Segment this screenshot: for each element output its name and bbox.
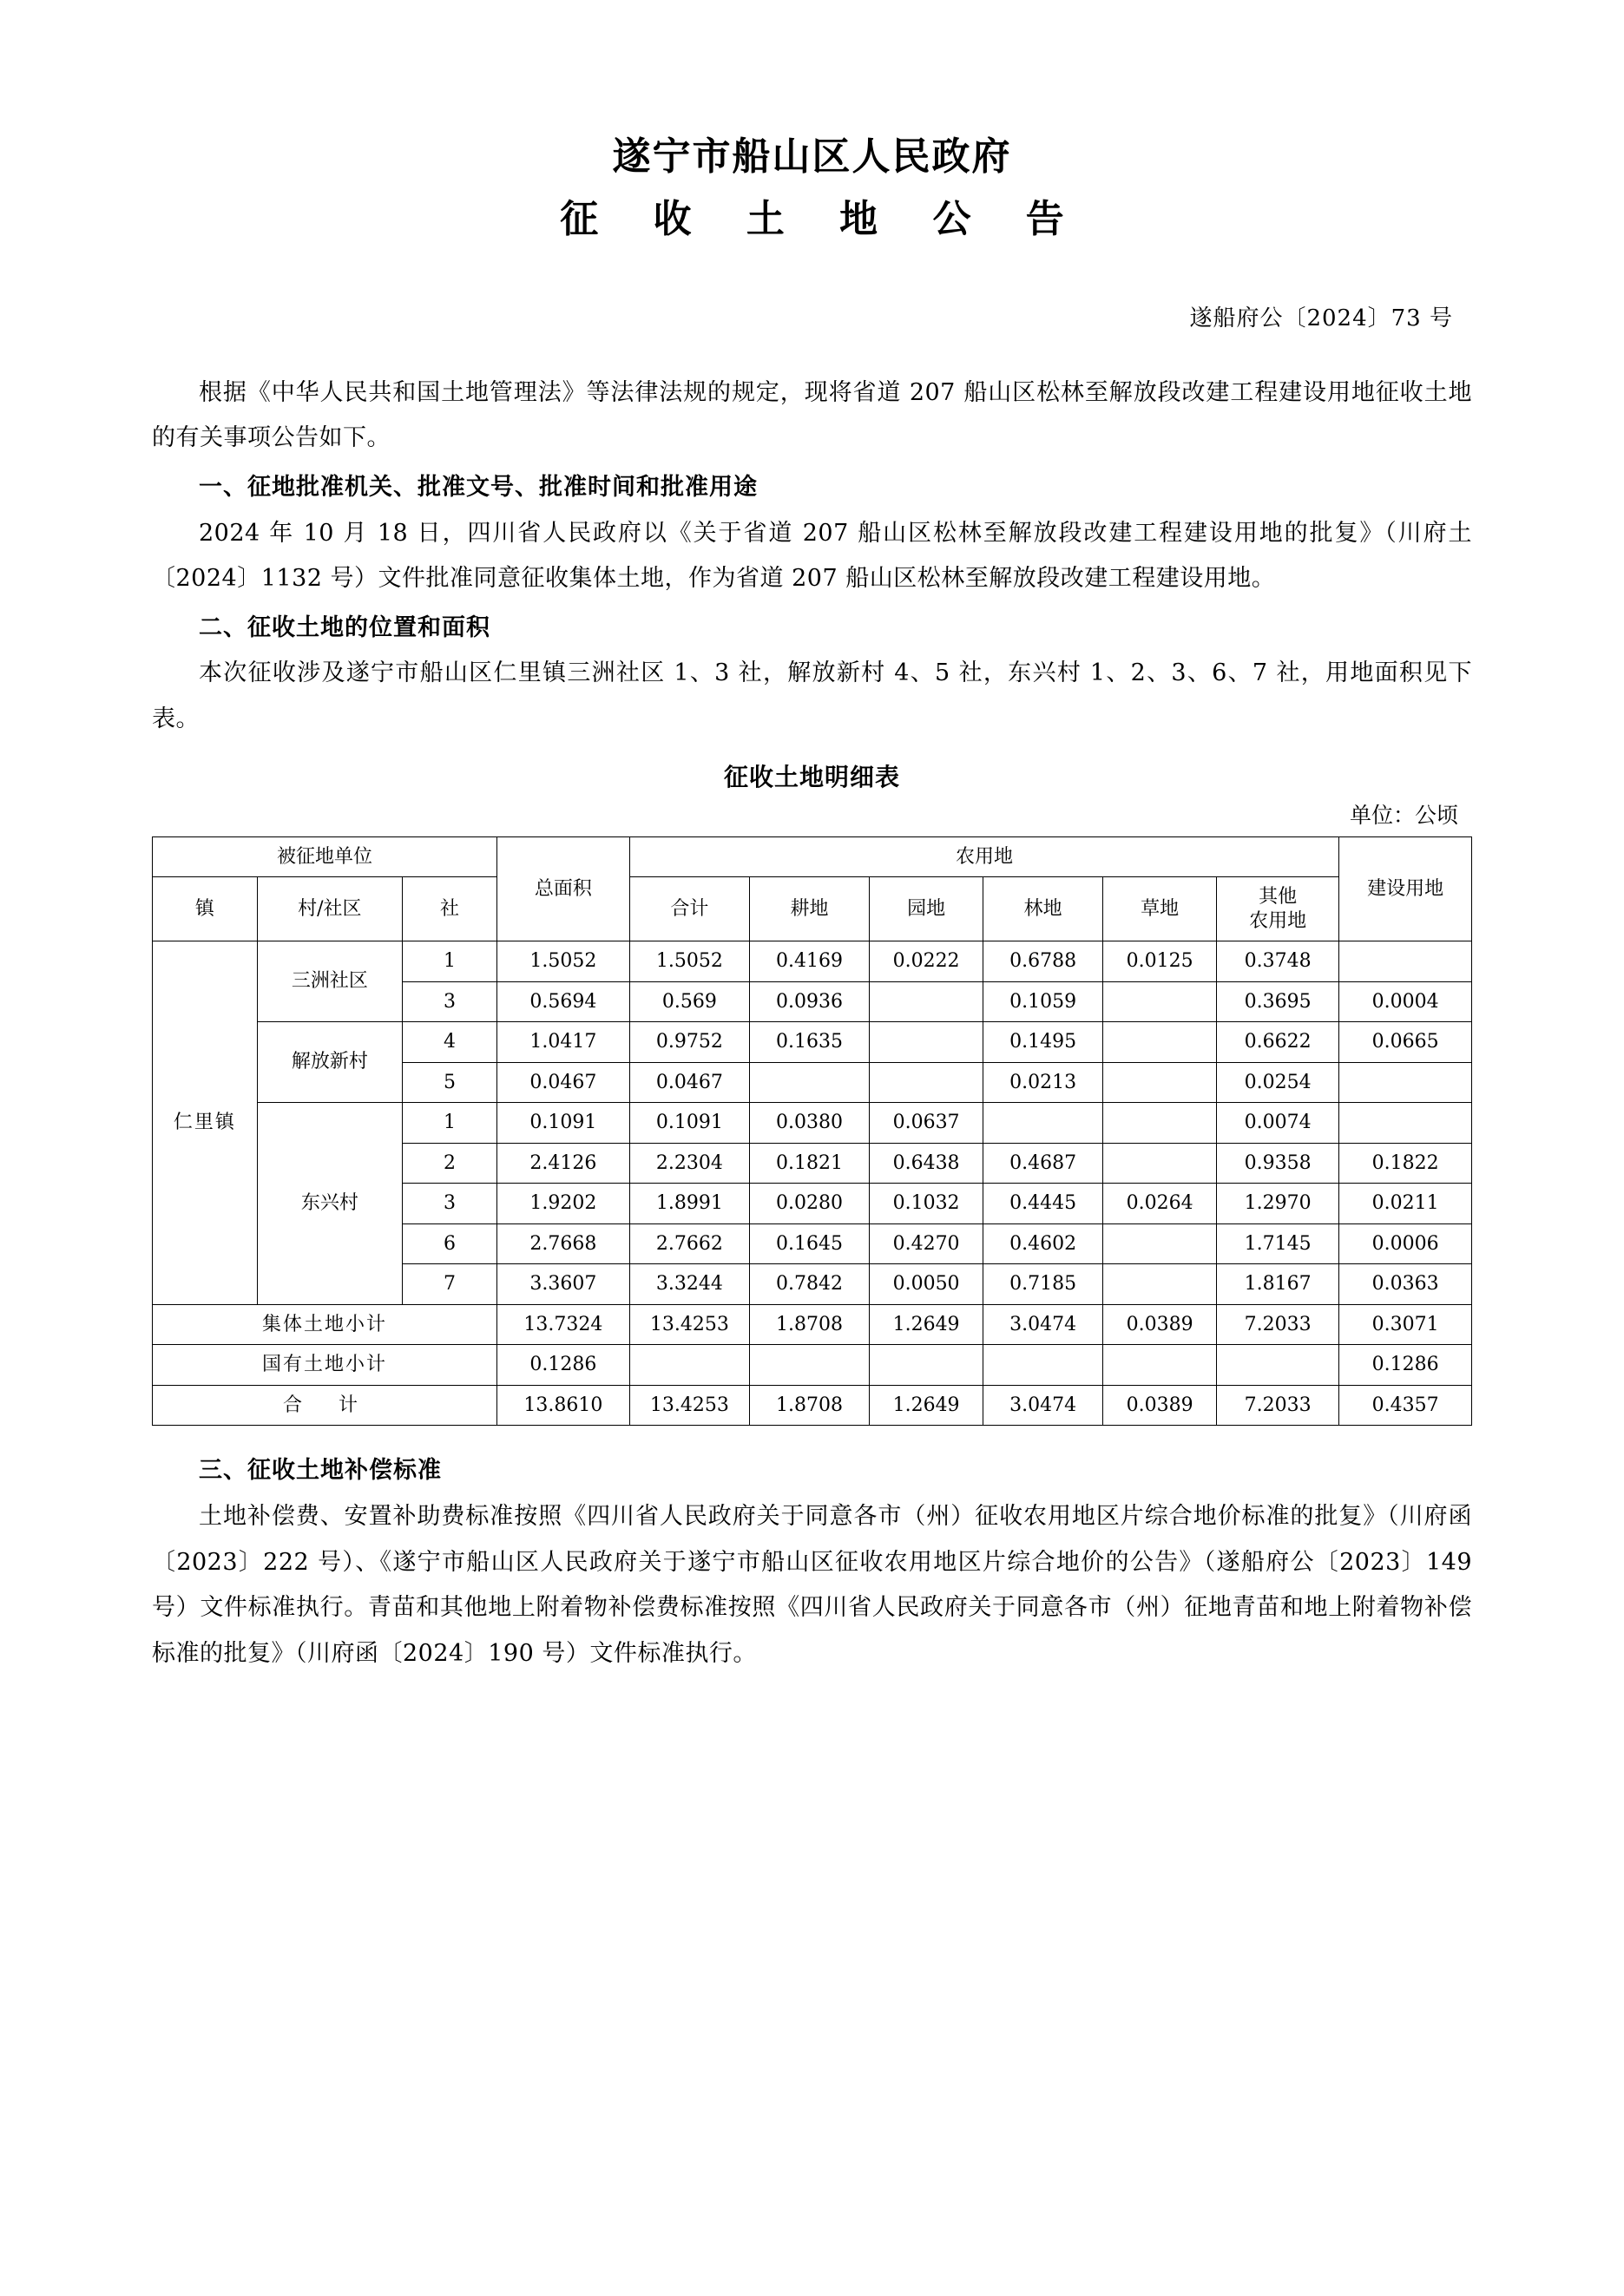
cell-other-farm: 1.2970 [1217, 1184, 1339, 1224]
land-detail-table [152, 836, 1472, 1427]
cell-construction: 0.1286 [1339, 1345, 1472, 1386]
cell-cultivated: 0.1821 [749, 1143, 869, 1184]
cell-total-area: 0.1091 [497, 1103, 630, 1144]
table-unit: 单位：公顷 [1349, 802, 1458, 828]
cell-total-area: 1.9202 [497, 1184, 630, 1224]
header-town: 镇 [153, 877, 258, 941]
cell-group: 2 [402, 1143, 496, 1184]
cell-forest: 0.6788 [983, 941, 1103, 982]
land-detail-table-wrapper [152, 836, 1472, 1427]
cell-construction: 0.0665 [1339, 1022, 1472, 1063]
cell-other-farm: 0.9358 [1217, 1143, 1339, 1184]
cell-farm-total: 1.8991 [629, 1184, 749, 1224]
cell-garden: 1.2649 [870, 1304, 983, 1345]
cell-cultivated: 0.0380 [749, 1103, 869, 1144]
cell-town-name: 仁里镇 [153, 941, 258, 1305]
cell-group: 4 [402, 1022, 496, 1063]
cell-construction: 0.0004 [1339, 981, 1472, 1022]
header-farm-total: 合计 [629, 877, 749, 941]
cell-group: 3 [402, 1184, 496, 1224]
cell-group: 7 [402, 1264, 496, 1305]
cell-total-area: 13.7324 [497, 1304, 630, 1345]
cell-forest: 0.4687 [983, 1143, 1103, 1184]
cell-village-name: 三洲社区 [257, 941, 402, 1022]
cell-garden [870, 1022, 983, 1063]
cell-garden: 1.2649 [870, 1385, 983, 1426]
cell-construction: 0.1822 [1339, 1143, 1472, 1184]
cell-forest: 0.4602 [983, 1223, 1103, 1264]
table-total-row [153, 1385, 1472, 1426]
cell-farm-total [629, 1345, 749, 1386]
cell-garden [870, 1345, 983, 1386]
cell-grass: 0.0389 [1103, 1385, 1217, 1426]
cell-garden [870, 981, 983, 1022]
cell-grass [1103, 1223, 1217, 1264]
cell-forest: 0.4445 [983, 1184, 1103, 1224]
table-summary-row [153, 1304, 1472, 1345]
header-farmland-group: 农用地 [629, 836, 1338, 877]
table-row [153, 1022, 1472, 1063]
cell-group: 5 [402, 1062, 496, 1103]
table-header-row-1 [153, 836, 1472, 877]
header-construction-land: 建设用地 [1339, 836, 1472, 941]
cell-garden: 0.6438 [870, 1143, 983, 1184]
cell-grass [1103, 1345, 1217, 1386]
section-heading-2: 二、征收土地的位置和面积 [199, 613, 490, 641]
cell-group: 6 [402, 1223, 496, 1264]
cell-other-farm: 7.2033 [1217, 1304, 1339, 1345]
cell-group: 1 [402, 941, 496, 982]
cell-construction: 0.4357 [1339, 1385, 1472, 1426]
cell-group: 1 [402, 1103, 496, 1144]
cell-grand-total-label: 合 计 [153, 1385, 497, 1426]
cell-other-farm: 0.3748 [1217, 941, 1339, 982]
cell-garden: 0.4270 [870, 1223, 983, 1264]
header-garden-land: 园地 [870, 877, 983, 941]
page-subtitle: 征 收 土 地 公 告 [560, 196, 1085, 241]
table-row [153, 1103, 1472, 1144]
header-unit-group: 被征地单位 [153, 836, 497, 877]
document-number: 遂船府公〔2024〕73 号 [1189, 305, 1453, 331]
header-total-area: 总面积 [497, 836, 630, 941]
table-header-row-2 [153, 877, 1472, 941]
cell-garden [870, 1062, 983, 1103]
cell-grass: 0.0389 [1103, 1304, 1217, 1345]
page-title: 遂宁市船山区人民政府 [612, 134, 1012, 179]
cell-total-area: 2.4126 [497, 1143, 630, 1184]
cell-other-farm: 0.3695 [1217, 981, 1339, 1022]
table-row [153, 941, 1472, 982]
cell-forest: 3.0474 [983, 1304, 1103, 1345]
cell-cultivated: 1.8708 [749, 1385, 869, 1426]
table-title: 征收土地明细表 [723, 762, 900, 791]
cell-village-name: 东兴村 [257, 1103, 402, 1305]
cell-construction: 0.0211 [1339, 1184, 1472, 1224]
cell-construction: 0.3071 [1339, 1304, 1472, 1345]
header-grass-land: 草地 [1103, 877, 1217, 941]
cell-farm-total: 0.569 [629, 981, 749, 1022]
cell-cultivated: 0.7842 [749, 1264, 869, 1305]
cell-forest: 0.1059 [983, 981, 1103, 1022]
cell-other-farm: 0.6622 [1217, 1022, 1339, 1063]
header-other-farmland-line1: 其他 [1259, 886, 1298, 909]
cell-cultivated: 0.0936 [749, 981, 869, 1022]
cell-forest: 0.1495 [983, 1022, 1103, 1063]
cell-garden: 0.0222 [870, 941, 983, 982]
cell-total-area: 0.1286 [497, 1345, 630, 1386]
cell-village-name: 解放新村 [257, 1022, 402, 1103]
cell-farm-total: 13.4253 [629, 1304, 749, 1345]
cell-construction: 0.0006 [1339, 1223, 1472, 1264]
cell-garden: 0.0637 [870, 1103, 983, 1144]
cell-other-farm: 0.0074 [1217, 1103, 1339, 1144]
cell-forest: 3.0474 [983, 1385, 1103, 1426]
cell-farm-total: 3.3244 [629, 1264, 749, 1305]
cell-cultivated: 1.8708 [749, 1304, 869, 1345]
cell-total-area: 2.7668 [497, 1223, 630, 1264]
header-other-farmland [1217, 877, 1339, 941]
cell-farm-total: 13.4253 [629, 1385, 749, 1426]
header-forest-land: 林地 [983, 877, 1103, 941]
cell-other-farm: 0.0254 [1217, 1062, 1339, 1103]
cell-garden: 0.1032 [870, 1184, 983, 1224]
cell-group: 3 [402, 981, 496, 1022]
cell-grass [1103, 1143, 1217, 1184]
cell-construction [1339, 1103, 1472, 1144]
cell-forest: 0.7185 [983, 1264, 1103, 1305]
cell-total-area: 13.8610 [497, 1385, 630, 1426]
cell-total-area: 1.5052 [497, 941, 630, 982]
cell-other-farm: 7.2033 [1217, 1385, 1339, 1426]
cell-farm-total: 1.5052 [629, 941, 749, 982]
cell-cultivated: 0.4169 [749, 941, 869, 982]
cell-total-area: 0.0467 [497, 1062, 630, 1103]
cell-farm-total: 0.0467 [629, 1062, 749, 1103]
cell-grass [1103, 1264, 1217, 1305]
intro-paragraph: 根据《中华人民共和国土地管理法》等法律法规的规定，现将省道 207 船山区松林至解放段改建工程建设用地征收土地的有关事项公告如下。 [152, 378, 1472, 452]
cell-other-farm: 1.7145 [1217, 1223, 1339, 1264]
cell-cultivated: 0.1645 [749, 1223, 869, 1264]
cell-other-farm [1217, 1345, 1339, 1386]
cell-grass [1103, 1022, 1217, 1063]
cell-state-owned-subtotal-label: 国有土地小计 [153, 1345, 497, 1386]
section-body-1: 2024 年 10 月 18 日，四川省人民政府以《关于省道 207 船山区松林至解放段改建工程建设用地的批复》（川府土〔2024〕1132 号）文件批准同意征收集体土地，作为省道 207 船山区松林至解放段改建工程建设用地。 [152, 519, 1472, 593]
cell-farm-total: 0.1091 [629, 1103, 749, 1144]
header-group: 社 [402, 877, 496, 941]
cell-total-area: 0.5694 [497, 981, 630, 1022]
cell-farm-total: 2.7662 [629, 1223, 749, 1264]
cell-grass [1103, 981, 1217, 1022]
cell-cultivated [749, 1345, 869, 1386]
section-body-2: 本次征收涉及遂宁市船山区仁里镇三洲社区 1、3 社，解放新村 4、5 社，东兴村 1、2、3、6、7 社，用地面积见下表。 [152, 659, 1472, 733]
cell-total-area: 3.3607 [497, 1264, 630, 1305]
cell-construction [1339, 1062, 1472, 1103]
cell-construction: 0.0363 [1339, 1264, 1472, 1305]
cell-total-area: 1.0417 [497, 1022, 630, 1063]
cell-garden: 0.0050 [870, 1264, 983, 1305]
cell-other-farm: 1.8167 [1217, 1264, 1339, 1305]
cell-grass [1103, 1062, 1217, 1103]
header-village: 村/社区 [257, 877, 402, 941]
table-summary-row [153, 1345, 1472, 1386]
cell-farm-total: 2.2304 [629, 1143, 749, 1184]
section-heading-1: 一、征地批准机关、批准文号、批准时间和批准用途 [199, 473, 758, 501]
cell-forest [983, 1103, 1103, 1144]
cell-construction [1339, 941, 1472, 982]
cell-collective-subtotal-label: 集体土地小计 [153, 1304, 497, 1345]
cell-farm-total: 0.9752 [629, 1022, 749, 1063]
cell-cultivated: 0.0280 [749, 1184, 869, 1224]
header-cultivated-land: 耕地 [749, 877, 869, 941]
cell-forest: 0.0213 [983, 1062, 1103, 1103]
cell-grass [1103, 1103, 1217, 1144]
cell-forest [983, 1345, 1103, 1386]
header-other-farmland-line2: 农用地 [1249, 909, 1307, 932]
cell-grass: 0.0125 [1103, 941, 1217, 982]
cell-grass: 0.0264 [1103, 1184, 1217, 1224]
section-body-3: 土地补偿费、安置补助费标准按照《四川省人民政府关于同意各市（州）征收农用地区片综合地价标准的批复》（川府函〔2023〕222 号）、《遂宁市船山区人民政府关于遂宁市船山区征收农用地区片综合地价的公告》（遂船府公〔2023〕149 号）文件标准执行。青苗和其他地上附着物补偿费标准按照《四川省人民政府关于同意各市（州）征地青苗和地上附着物补偿标准的批复》（川府函〔2024〕190 号）文件标准执行。 [152, 1502, 1472, 1667]
cell-cultivated [749, 1062, 869, 1103]
section-heading-3: 三、征收土地补偿标准 [199, 1457, 442, 1485]
cell-cultivated: 0.1635 [749, 1022, 869, 1063]
